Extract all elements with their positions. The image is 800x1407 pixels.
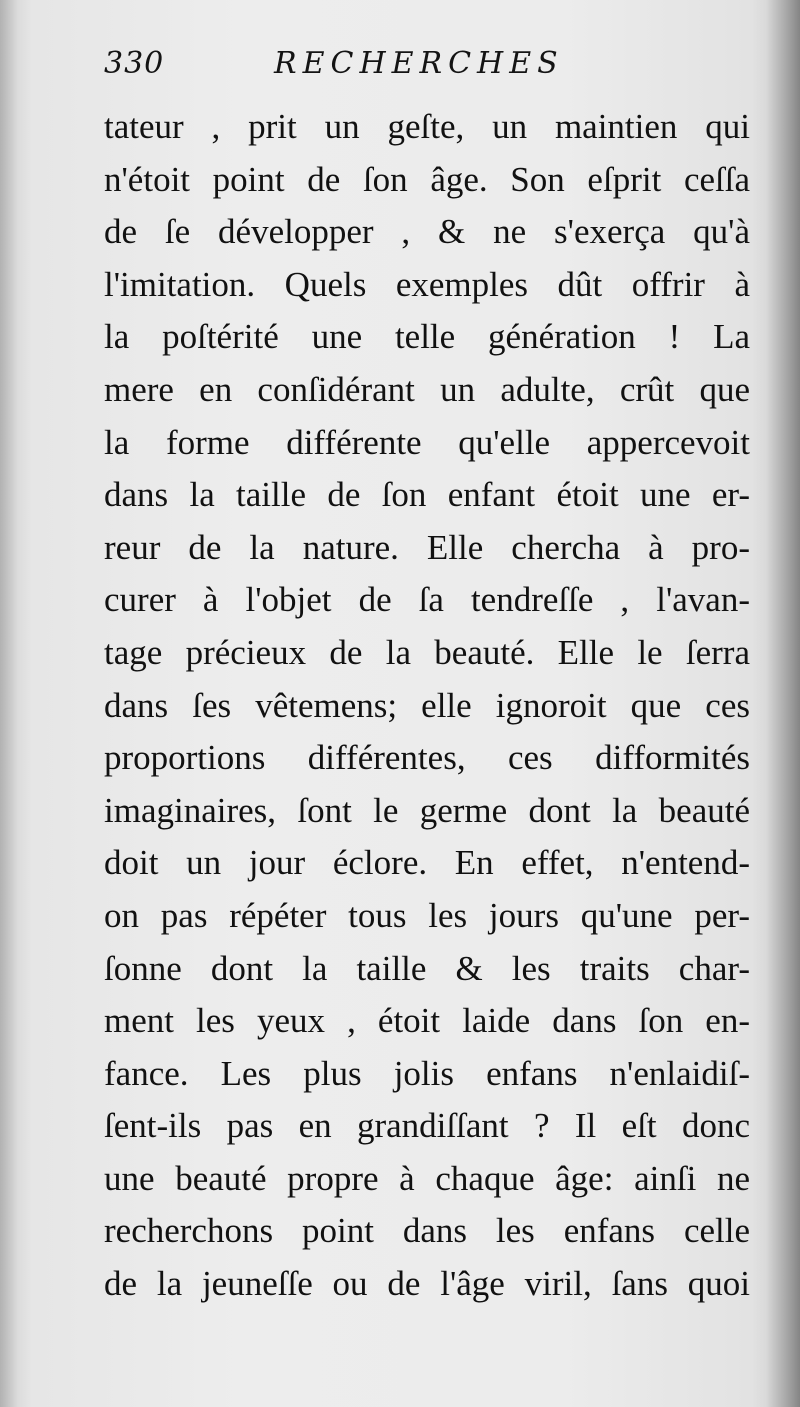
text-line: dans la taille de ſon enfant étoit une er- — [104, 475, 750, 515]
page-edge-shadow — [0, 0, 18, 1407]
text-line: l'imitation. Quels exemples dût offrir à — [104, 264, 750, 304]
text-line: doit un jour éclore. En effet, n'entend- — [104, 843, 750, 883]
text-line: de la jeuneſſe ou de l'âge viril, ſans quoi — [104, 1264, 750, 1304]
text-line: imaginaires, ſont le germe dont la beauté — [104, 790, 750, 830]
text-line: curer à l'objet de ſa tendreſſe , l'avan- — [104, 580, 750, 620]
text-line: n'étoit point de ſon âge. Son eſprit ceſſa — [104, 159, 750, 199]
text-line: on pas répéter tous les jours qu'une per- — [104, 895, 750, 935]
text-line: de ſe développer , & ne s'exerça qu'à — [104, 212, 750, 252]
text-line: la forme différente qu'elle appercevoit — [104, 422, 750, 462]
text-line: recherchons point dans les enfans celle — [104, 1211, 750, 1251]
page-number: 330 — [104, 46, 165, 81]
text-line: proportions différentes, ces difformités — [104, 738, 750, 778]
text-line: dans ſes vêtemens; elle ignoroit que ces — [104, 685, 750, 725]
spine-shadow — [766, 0, 800, 1407]
text-line: ſent-ils pas en grandiſſant ? Il eſt donc — [104, 1106, 750, 1146]
text-line: mere en conſidérant un adulte, crût que — [104, 369, 750, 409]
text-line: ſonne dont la taille & les traits char- — [104, 948, 750, 988]
text-line: tateur , prit un geſte, un maintien qui — [104, 107, 750, 146]
text-line: fance. Les plus jolis enfans n'enlaidiſ- — [104, 1053, 750, 1093]
page-header — [104, 40, 754, 92]
text-line: ment les yeux , étoit laide dans ſon en- — [104, 1001, 750, 1041]
running-head: RECHERCHES — [274, 46, 564, 81]
body-text — [104, 101, 750, 1311]
text-line: la poſtérité une telle génération ! La — [104, 317, 750, 357]
text-line: reur de la nature. Elle chercha à pro- — [104, 527, 750, 567]
text-line: une beauté propre à chaque âge: ainſi ne — [104, 1158, 750, 1198]
text-line: tage précieux de la beauté. Elle le ſerra — [104, 632, 750, 672]
